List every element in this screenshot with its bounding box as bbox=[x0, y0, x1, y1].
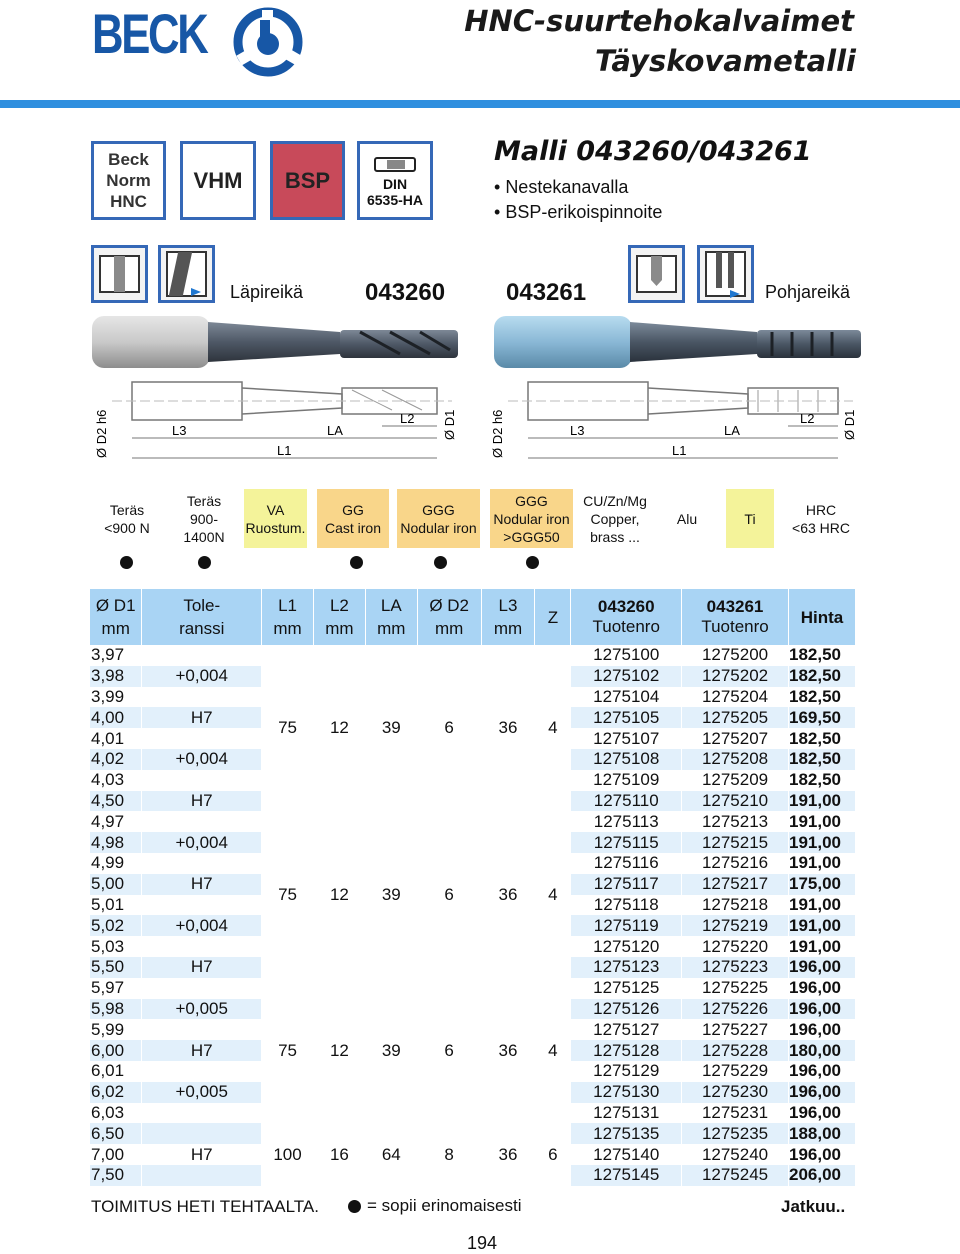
suitability-dot-icon bbox=[526, 556, 539, 569]
table-row bbox=[90, 1123, 856, 1144]
cell-l1: 75 bbox=[262, 978, 314, 1124]
dim-label: Ø D1 bbox=[842, 409, 857, 440]
cell-tolerance: H7 bbox=[142, 1040, 262, 1061]
header-unit: mm bbox=[273, 619, 302, 638]
cell-d1: 5,00 bbox=[90, 874, 142, 895]
material-cell bbox=[317, 489, 389, 548]
header-divider bbox=[0, 100, 960, 108]
header-text: Tuotenro bbox=[701, 617, 769, 636]
material-label: VA bbox=[266, 501, 285, 518]
cell-article-043261: 1275207 bbox=[682, 728, 789, 749]
cell-price: 182,50 bbox=[788, 728, 855, 749]
badge-text: DIN bbox=[382, 175, 408, 192]
cell-d1: 4,01 bbox=[90, 728, 142, 749]
article-code-a: 043260 bbox=[365, 279, 446, 306]
cell-price: 182,50 bbox=[788, 687, 855, 708]
header-text: Tole- bbox=[183, 596, 221, 615]
through-hole-label: Läpireikä bbox=[230, 282, 304, 302]
badge-text: VHM bbox=[193, 167, 243, 193]
cell-z: 4 bbox=[535, 978, 571, 1124]
brand-name: BECK bbox=[92, 2, 207, 65]
cell-l1: 75 bbox=[262, 645, 314, 811]
cell-d1: 4,97 bbox=[90, 811, 142, 832]
cell-article-043261: 1275210 bbox=[682, 791, 789, 812]
cell-article-043260: 1275126 bbox=[571, 999, 682, 1020]
cell-d1: 3,97 bbox=[90, 645, 142, 666]
cell-d1: 5,01 bbox=[90, 895, 142, 916]
material-label: Ti bbox=[744, 510, 756, 527]
cell-tolerance bbox=[142, 1061, 262, 1082]
cell-article-043261: 1275204 bbox=[682, 687, 789, 708]
beck-logo-icon bbox=[232, 6, 304, 78]
cell-la: 39 bbox=[365, 811, 417, 977]
cell-tolerance: H7 bbox=[142, 1144, 262, 1165]
cell-d1: 4,98 bbox=[90, 832, 142, 853]
cell-tolerance: H7 bbox=[142, 874, 262, 895]
cell-article-043261: 1275235 bbox=[682, 1123, 789, 1144]
cell-d1: 5,02 bbox=[90, 915, 142, 936]
cell-d1: 3,99 bbox=[90, 687, 142, 708]
dim-label: Ø D2 h6 bbox=[490, 409, 505, 458]
bullet-text: BSP-erikoispinnoite bbox=[505, 202, 663, 222]
header-unit: mm bbox=[435, 619, 464, 638]
cell-article-043260: 1275105 bbox=[571, 707, 682, 728]
cell-article-043261: 1275220 bbox=[682, 936, 789, 957]
cell-price: 196,00 bbox=[788, 1082, 855, 1103]
cell-article-043260: 1275107 bbox=[571, 728, 682, 749]
cell-tolerance bbox=[142, 853, 262, 874]
delivery-note: TOIMITUS HETI TEHTAALTA. bbox=[91, 1197, 319, 1216]
cell-tolerance bbox=[142, 895, 262, 916]
cell-article-043260: 1275130 bbox=[571, 1082, 682, 1103]
cell-article-043260: 1275116 bbox=[571, 853, 682, 874]
cell-tolerance bbox=[142, 770, 262, 791]
cell-tolerance: H7 bbox=[142, 957, 262, 978]
cell-tolerance: +0,004 bbox=[142, 832, 262, 853]
cell-d1: 3,98 bbox=[90, 666, 142, 687]
feature-bullet: • BSP-erikoispinnoite bbox=[494, 202, 663, 222]
cell-d1: 4,00 bbox=[90, 707, 142, 728]
technical-drawing-left bbox=[92, 360, 467, 470]
cell-article-043260: 1275119 bbox=[571, 915, 682, 936]
material-cell bbox=[172, 489, 236, 548]
cell-d1: 4,50 bbox=[90, 791, 142, 812]
dim-label: L3 bbox=[570, 423, 585, 438]
cell-article-043261: 1275226 bbox=[682, 999, 789, 1020]
cell-tolerance: +0,005 bbox=[142, 999, 262, 1020]
suitability-dot-icon bbox=[350, 556, 363, 569]
material-label: HRC bbox=[805, 501, 837, 518]
cell-d1: 6,50 bbox=[90, 1123, 142, 1144]
cell-price: 196,00 bbox=[788, 957, 855, 978]
badge-text: BSP bbox=[284, 167, 331, 193]
dim-label: LA bbox=[327, 423, 343, 438]
cell-price: 182,50 bbox=[788, 666, 855, 687]
cell-la: 39 bbox=[365, 645, 417, 811]
cell-article-043260: 1275117 bbox=[571, 874, 682, 895]
cell-price: 191,00 bbox=[788, 853, 855, 874]
cell-article-043261: 1275229 bbox=[682, 1061, 789, 1082]
cell-article-043261: 1275218 bbox=[682, 895, 789, 916]
header-code: 043260 bbox=[597, 597, 655, 616]
material-label: CU/Zn/Mg bbox=[583, 492, 647, 509]
table-header-row bbox=[90, 589, 856, 645]
header-unit: mm bbox=[377, 619, 406, 638]
header-text: L2 bbox=[329, 596, 349, 615]
suitability-dot-icon bbox=[120, 556, 133, 569]
cell-article-043260: 1275118 bbox=[571, 895, 682, 916]
beck-norm-badge bbox=[91, 141, 166, 220]
cell-price: 191,00 bbox=[788, 915, 855, 936]
cell-price: 196,00 bbox=[788, 999, 855, 1020]
cell-d1: 6,02 bbox=[90, 1082, 142, 1103]
dim-label: L2 bbox=[800, 411, 815, 426]
cell-d1: 4,03 bbox=[90, 770, 142, 791]
material-label: Ruostum. bbox=[245, 519, 306, 536]
cell-l3: 36 bbox=[481, 645, 535, 811]
continued-note: Jatkuu.. bbox=[781, 1197, 846, 1216]
cell-article-043260: 1275145 bbox=[571, 1165, 682, 1186]
cell-tolerance: +0,004 bbox=[142, 666, 262, 687]
dim-label: L3 bbox=[172, 423, 187, 438]
cell-d1: 4,99 bbox=[90, 853, 142, 874]
cell-article-043260: 1275109 bbox=[571, 770, 682, 791]
cell-l3: 36 bbox=[481, 978, 535, 1124]
table-row bbox=[90, 811, 856, 832]
cell-l2: 12 bbox=[313, 978, 365, 1124]
cell-d1: 4,02 bbox=[90, 749, 142, 770]
cell-d1: 5,97 bbox=[90, 978, 142, 999]
material-label: GGG bbox=[422, 501, 455, 518]
col-header-tolerance bbox=[142, 589, 262, 645]
col-header-price bbox=[788, 589, 855, 645]
cell-price: 196,00 bbox=[788, 1144, 855, 1165]
cell-article-043260: 1275100 bbox=[571, 645, 682, 666]
legend-text: = sopii erinomaisesti bbox=[367, 1196, 522, 1215]
dim-label: Ø D2 h6 bbox=[94, 409, 109, 458]
cell-article-043260: 1275135 bbox=[571, 1123, 682, 1144]
cell-price: 191,00 bbox=[788, 936, 855, 957]
cell-tolerance bbox=[142, 811, 262, 832]
table-row bbox=[90, 978, 856, 999]
material-label: 900-1400N bbox=[183, 510, 225, 545]
page-number: 194 bbox=[467, 1233, 498, 1253]
header-text: Tuotenro bbox=[592, 617, 660, 636]
material-label: brass ... bbox=[590, 528, 640, 545]
page-header bbox=[0, 0, 960, 100]
cell-l2: 12 bbox=[313, 811, 365, 977]
cell-d2: 6 bbox=[417, 811, 481, 977]
header-text: Ø D2 bbox=[429, 596, 469, 615]
cell-d1: 7,50 bbox=[90, 1165, 142, 1186]
cell-price: 175,00 bbox=[788, 874, 855, 895]
beck-logo bbox=[92, 2, 239, 65]
material-cell bbox=[244, 489, 307, 548]
cell-price: 206,00 bbox=[788, 1165, 855, 1186]
cell-price: 191,00 bbox=[788, 832, 855, 853]
page-title-line2: Täyskovametalli bbox=[595, 44, 856, 78]
cell-tolerance: +0,004 bbox=[142, 915, 262, 936]
dim-label: L1 bbox=[277, 443, 292, 458]
cell-z: 4 bbox=[535, 645, 571, 811]
cell-price: 196,00 bbox=[788, 1019, 855, 1040]
cell-d1: 5,03 bbox=[90, 936, 142, 957]
cell-article-043260: 1275131 bbox=[571, 1103, 682, 1124]
through-hole-icon bbox=[91, 245, 148, 303]
bullet-text: Nestekanavalla bbox=[505, 177, 629, 197]
material-label: Nodular iron bbox=[400, 519, 477, 536]
cell-article-043261: 1275223 bbox=[682, 957, 789, 978]
header-text: Hinta bbox=[800, 607, 844, 627]
material-label: Teräs bbox=[109, 501, 145, 518]
cell-article-043261: 1275200 bbox=[682, 645, 789, 666]
material-label: GGG bbox=[515, 492, 548, 509]
page-title-line1: HNC-suurtehokalvaimet bbox=[464, 4, 854, 38]
material-label: Nodular iron bbox=[493, 510, 570, 527]
material-label: Cast iron bbox=[324, 519, 382, 536]
cell-article-043260: 1275127 bbox=[571, 1019, 682, 1040]
col-header-z bbox=[535, 589, 571, 645]
product-table bbox=[90, 589, 856, 1186]
cell-article-043261: 1275225 bbox=[682, 978, 789, 999]
cell-tolerance bbox=[142, 936, 262, 957]
material-label: Alu bbox=[676, 510, 698, 527]
header-text: ranssi bbox=[179, 619, 225, 638]
cell-article-043260: 1275113 bbox=[571, 811, 682, 832]
col-header-la bbox=[365, 589, 417, 645]
cell-article-043260: 1275128 bbox=[571, 1040, 682, 1061]
header-text: LA bbox=[380, 596, 402, 615]
technical-drawing-right bbox=[488, 360, 863, 470]
col-header-043261 bbox=[682, 589, 789, 645]
cell-article-043261: 1275208 bbox=[682, 749, 789, 770]
dim-label: L1 bbox=[672, 443, 687, 458]
cell-price: 188,00 bbox=[788, 1123, 855, 1144]
cell-d1: 6,00 bbox=[90, 1040, 142, 1061]
suitability-dot-icon bbox=[434, 556, 447, 569]
blind-hole-icon bbox=[628, 245, 685, 303]
material-label: Teräs bbox=[186, 492, 222, 509]
cell-article-043261: 1275219 bbox=[682, 915, 789, 936]
cell-tolerance: +0,004 bbox=[142, 749, 262, 770]
material-label: <63 HRC bbox=[792, 519, 850, 536]
cell-d2: 6 bbox=[417, 978, 481, 1124]
cell-l2: 12 bbox=[313, 645, 365, 811]
col-header-l2 bbox=[313, 589, 365, 645]
badge-text: Beck bbox=[108, 150, 149, 169]
cell-d2: 8 bbox=[417, 1123, 481, 1185]
cell-article-043260: 1275104 bbox=[571, 687, 682, 708]
cell-z: 6 bbox=[535, 1123, 571, 1185]
cell-l3: 36 bbox=[481, 1123, 535, 1185]
cell-price: 191,00 bbox=[788, 791, 855, 812]
cell-price: 196,00 bbox=[788, 978, 855, 999]
header-text: Ø D1 bbox=[95, 596, 136, 615]
shank-icon bbox=[373, 154, 417, 176]
badge-text: HNC bbox=[110, 192, 147, 211]
cell-d1: 5,98 bbox=[90, 999, 142, 1020]
material-cell bbox=[656, 489, 718, 548]
suitability-dot-icon bbox=[198, 556, 211, 569]
header-unit: mm bbox=[493, 619, 523, 638]
cell-price: 182,50 bbox=[788, 770, 855, 791]
din-badge bbox=[357, 141, 433, 220]
cell-la: 39 bbox=[365, 978, 417, 1124]
cell-tolerance bbox=[142, 645, 262, 666]
cell-article-043260: 1275123 bbox=[571, 957, 682, 978]
cell-tolerance: +0,005 bbox=[142, 1082, 262, 1103]
cell-price: 196,00 bbox=[788, 1061, 855, 1082]
cell-article-043260: 1275140 bbox=[571, 1144, 682, 1165]
material-cell bbox=[726, 489, 774, 548]
material-label: Copper, bbox=[590, 510, 640, 527]
badge-text: 6535-HA bbox=[366, 191, 424, 208]
cell-article-043261: 1275209 bbox=[682, 770, 789, 791]
cell-tolerance bbox=[142, 1165, 262, 1186]
material-cell bbox=[92, 489, 162, 548]
cell-tolerance bbox=[142, 1103, 262, 1124]
cell-tolerance bbox=[142, 1123, 262, 1144]
straight-flute-icon bbox=[697, 245, 754, 303]
legend bbox=[348, 1196, 522, 1216]
cell-article-043261: 1275216 bbox=[682, 853, 789, 874]
cell-article-043261: 1275205 bbox=[682, 707, 789, 728]
cell-article-043261: 1275227 bbox=[682, 1019, 789, 1040]
bsp-badge bbox=[270, 141, 345, 220]
cell-l1: 100 bbox=[262, 1123, 314, 1185]
cell-tolerance bbox=[142, 687, 262, 708]
cell-d1: 5,99 bbox=[90, 1019, 142, 1040]
cell-price: 196,00 bbox=[788, 1103, 855, 1124]
cell-article-043260: 1275108 bbox=[571, 749, 682, 770]
header-text: L1 bbox=[278, 596, 297, 615]
cell-article-043261: 1275228 bbox=[682, 1040, 789, 1061]
cell-price: 182,50 bbox=[788, 645, 855, 666]
article-code-b: 043261 bbox=[506, 279, 587, 306]
cell-article-043260: 1275110 bbox=[571, 791, 682, 812]
blind-hole-label: Pohjareikä bbox=[765, 282, 851, 302]
cell-article-043261: 1275231 bbox=[682, 1103, 789, 1124]
cell-article-043261: 1275240 bbox=[682, 1144, 789, 1165]
spiral-flute-icon bbox=[158, 245, 215, 303]
col-header-d1 bbox=[90, 589, 142, 645]
cell-tolerance: H7 bbox=[142, 791, 262, 812]
cell-tolerance bbox=[142, 728, 262, 749]
cell-z: 4 bbox=[535, 811, 571, 977]
cell-article-043261: 1275215 bbox=[682, 832, 789, 853]
cell-price: 169,50 bbox=[788, 707, 855, 728]
col-header-l1 bbox=[262, 589, 314, 645]
cell-d2: 6 bbox=[417, 645, 481, 811]
cell-d1: 6,03 bbox=[90, 1103, 142, 1124]
feature-bullet: • Nestekanavalla bbox=[494, 177, 629, 197]
cell-price: 191,00 bbox=[788, 895, 855, 916]
cell-d1: 6,01 bbox=[90, 1061, 142, 1082]
badge-text: Norm bbox=[106, 171, 151, 190]
header-text: Z bbox=[547, 607, 559, 627]
cell-la: 64 bbox=[365, 1123, 417, 1185]
cell-article-043261: 1275213 bbox=[682, 811, 789, 832]
header-unit: mm bbox=[325, 619, 354, 638]
material-cell bbox=[782, 489, 860, 548]
cell-article-043260: 1275102 bbox=[571, 666, 682, 687]
cell-d1: 5,50 bbox=[90, 957, 142, 978]
cell-article-043260: 1275115 bbox=[571, 832, 682, 853]
col-header-043260 bbox=[571, 589, 682, 645]
cell-tolerance: H7 bbox=[142, 707, 262, 728]
cell-article-043260: 1275125 bbox=[571, 978, 682, 999]
cell-l1: 75 bbox=[262, 811, 314, 977]
table-row bbox=[90, 645, 856, 666]
material-cell bbox=[397, 489, 480, 548]
dim-label: LA bbox=[724, 423, 740, 438]
material-cell bbox=[490, 489, 573, 548]
cell-d1: 7,00 bbox=[90, 1144, 142, 1165]
cell-l2: 16 bbox=[313, 1123, 365, 1185]
cell-tolerance bbox=[142, 978, 262, 999]
cell-article-043260: 1275129 bbox=[571, 1061, 682, 1082]
cell-article-043260: 1275120 bbox=[571, 936, 682, 957]
cell-article-043261: 1275217 bbox=[682, 874, 789, 895]
dim-label: Ø D1 bbox=[442, 409, 457, 440]
material-cell bbox=[583, 489, 647, 548]
cell-article-043261: 1275245 bbox=[682, 1165, 789, 1186]
col-header-l3 bbox=[481, 589, 535, 645]
cell-price: 180,00 bbox=[788, 1040, 855, 1061]
cell-price: 191,00 bbox=[788, 811, 855, 832]
cell-l3: 36 bbox=[481, 811, 535, 977]
vhm-badge bbox=[180, 141, 256, 220]
col-header-d2 bbox=[417, 589, 481, 645]
header-code: 043261 bbox=[706, 597, 764, 616]
material-label: <900 N bbox=[104, 519, 150, 536]
cell-tolerance bbox=[142, 1019, 262, 1040]
suitability-dot-icon bbox=[348, 1200, 361, 1213]
material-label: >GGG50 bbox=[503, 528, 560, 545]
material-label: GG bbox=[342, 501, 364, 518]
header-text: L3 bbox=[498, 596, 518, 615]
dim-label: L2 bbox=[400, 411, 415, 426]
cell-price: 182,50 bbox=[788, 749, 855, 770]
model-title: Malli 043260/043261 bbox=[494, 136, 812, 167]
cell-article-043261: 1275202 bbox=[682, 666, 789, 687]
cell-article-043261: 1275230 bbox=[682, 1082, 789, 1103]
header-unit: mm bbox=[101, 619, 130, 638]
